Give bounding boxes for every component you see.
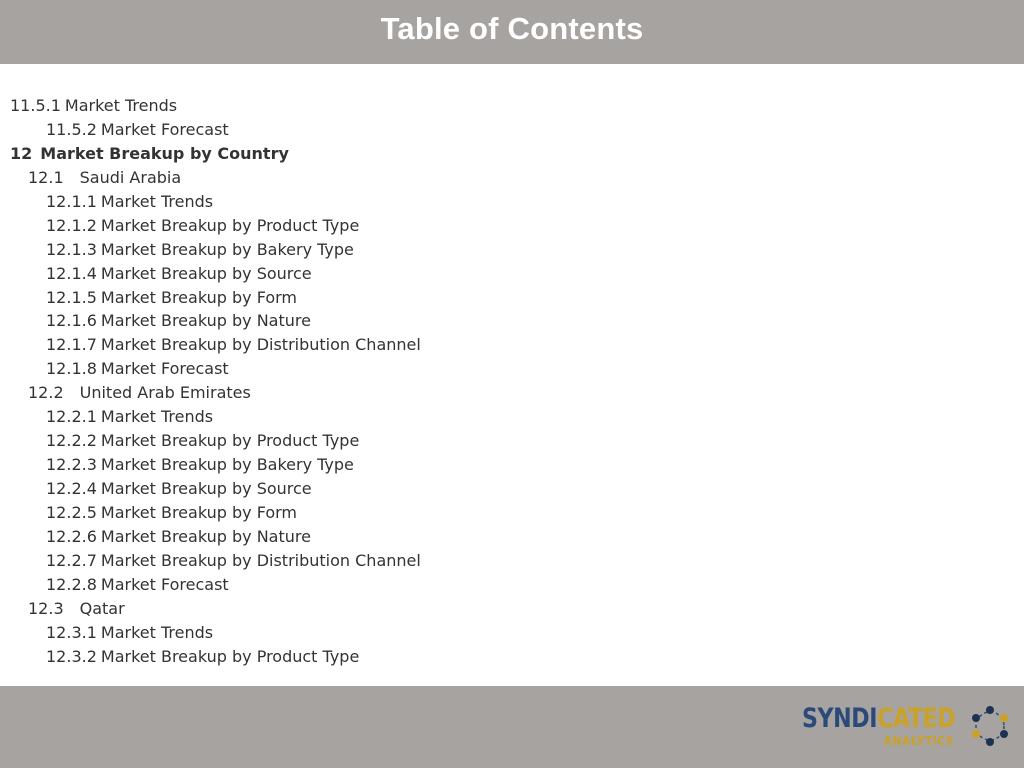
toc-entry-label: Qatar <box>79 598 125 618</box>
toc-entry <box>10 238 710 262</box>
toc-entry-label: Market Forecast <box>100 119 229 139</box>
toc-entry-number: 12.2.8 <box>46 574 97 594</box>
toc-entry-number: 12.2.1 <box>46 407 97 427</box>
toc-entry-label: Market Breakup by Distribution Channel <box>100 335 421 355</box>
toc-entry-label: Market Trends <box>100 407 214 427</box>
toc-entry-number: 12.1.5 <box>46 287 97 307</box>
logo-subtext: ANALYTICS <box>883 734 954 748</box>
toc-entry <box>10 549 710 573</box>
toc-entry-label: Market Breakup by Product Type <box>100 646 360 666</box>
toc-entry-label: Market Breakup by Nature <box>100 526 311 546</box>
syndicated-analytics-logo <box>802 704 1012 752</box>
toc-entry <box>10 573 710 597</box>
toc-entry-label: Market Trends <box>100 622 214 642</box>
toc-entry-label: Market Breakup by Source <box>100 263 312 283</box>
toc-entry <box>10 190 710 214</box>
toc-entry <box>10 286 710 310</box>
toc-entry-label: Market Breakup by Country <box>40 143 289 163</box>
toc-entry-label: Market Breakup by Form <box>100 502 297 522</box>
toc-entry-label: Market Trends <box>100 191 214 211</box>
toc-entry-number: 12.1.2 <box>46 215 97 235</box>
toc-entry-label: Market Breakup by Bakery Type <box>100 455 354 475</box>
toc-entry-number: 12.2.4 <box>46 479 97 498</box>
toc-entry-number: 12.1.8 <box>46 359 97 379</box>
toc-entry-number: 12.1.4 <box>46 263 97 283</box>
toc-entry-number: 12.1.7 <box>46 335 97 355</box>
circular-dots-logo-icon <box>968 704 1012 748</box>
toc-entry-label: Market Forecast <box>100 574 229 594</box>
toc-entry-label: Market Breakup by Product Type <box>100 215 360 235</box>
toc-entry <box>10 166 710 190</box>
toc-entry-label: Market Breakup by Nature <box>100 311 311 331</box>
toc-entry <box>10 477 710 501</box>
toc-entry <box>10 453 710 477</box>
toc-entry <box>10 501 710 525</box>
toc-entry-number: 12.2.2 <box>46 431 97 451</box>
toc-entry <box>10 621 710 645</box>
toc-entry-number: 12.2.7 <box>46 550 97 570</box>
toc-entry-number: 12.3.1 <box>46 622 97 642</box>
toc-entry-label: Market Breakup by Distribution Channel <box>100 550 421 570</box>
toc-entry-number: 12.1 <box>28 167 64 187</box>
toc-entry-number: 12.2.6 <box>46 526 97 546</box>
table-of-contents <box>10 94 710 669</box>
toc-entry-label: United Arab Emirates <box>79 383 251 403</box>
toc-entry <box>10 333 710 357</box>
header-band <box>0 0 1024 64</box>
toc-entry <box>10 357 710 381</box>
toc-entry <box>10 597 710 621</box>
toc-entry-number: 12.3.2 <box>46 646 97 666</box>
toc-entry-label: Market Forecast <box>100 359 229 379</box>
toc-entry <box>10 94 710 118</box>
toc-entry-number: 11.5.1 <box>10 96 61 115</box>
toc-entry-label: Market Breakup by Product Type <box>100 431 360 451</box>
toc-entry-number: 12.2.5 <box>46 502 97 522</box>
toc-entry <box>10 118 710 142</box>
toc-entry <box>10 214 710 238</box>
toc-entry <box>10 381 710 405</box>
toc-entry-label: Market Breakup by Bakery Type <box>100 239 354 259</box>
toc-entry <box>10 525 710 549</box>
toc-entry-label: Market Breakup by Source <box>100 479 312 498</box>
logo-wordmark <box>802 704 955 734</box>
toc-entry-number: 12.1.6 <box>46 311 97 331</box>
toc-entry <box>10 142 710 166</box>
toc-entry-label: Market Trends <box>64 96 178 115</box>
logo-text-syndi: SYNDI <box>802 703 878 734</box>
toc-entry-number: 12.1.1 <box>46 191 97 211</box>
toc-entry <box>10 645 710 669</box>
toc-entry <box>10 262 710 286</box>
toc-entry-number: 11.5.2 <box>46 119 97 139</box>
toc-entry <box>10 429 710 453</box>
toc-entry-number: 12.1.3 <box>46 239 97 259</box>
toc-entry-label: Saudi Arabia <box>79 167 182 187</box>
footer-band <box>0 686 1024 768</box>
page-title: Table of Contents <box>380 11 644 46</box>
toc-entry-number: 12.2.3 <box>46 455 97 475</box>
toc-entry-number: 12 <box>10 143 33 163</box>
toc-entry <box>10 405 710 429</box>
toc-entry-number: 12.2 <box>28 383 64 403</box>
toc-entry-number: 12.3 <box>28 598 64 618</box>
toc-entry-label: Market Breakup by Form <box>100 287 297 307</box>
logo-text-cated: CATED <box>877 703 956 734</box>
toc-entry <box>10 309 710 333</box>
